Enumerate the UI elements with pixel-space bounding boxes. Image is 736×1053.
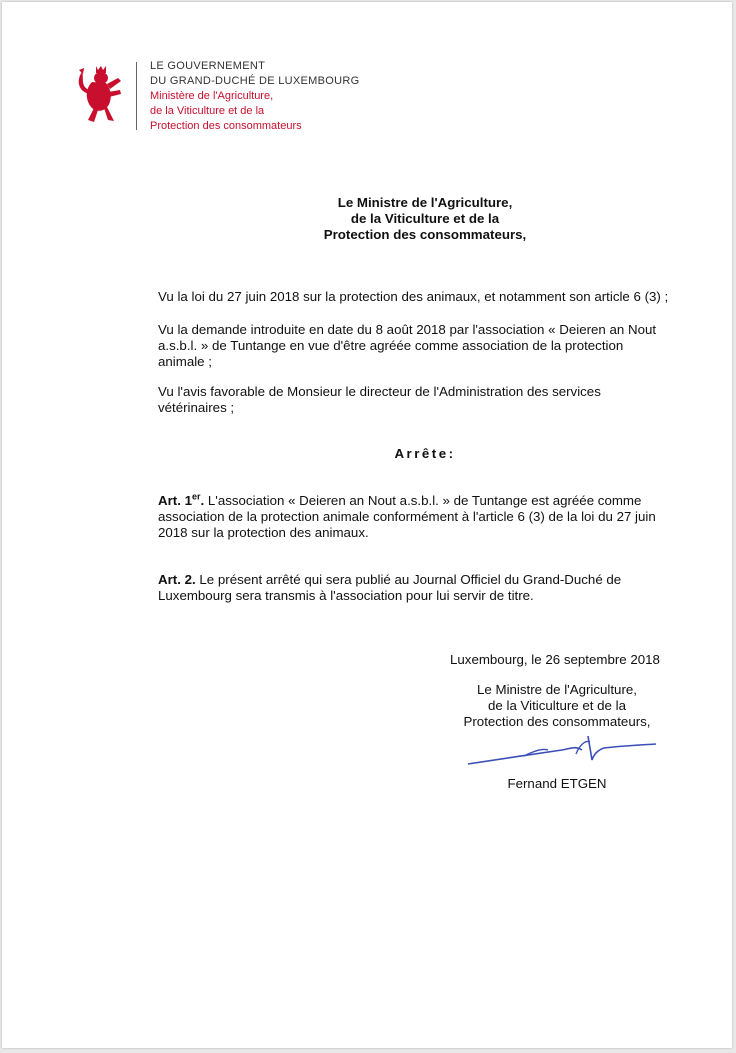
ministry-line-2: de la Viticulture et de la xyxy=(150,105,265,117)
document-title xyxy=(240,195,610,243)
government-line-1: LE GOUVERNEMENT xyxy=(150,60,266,72)
article-1: Art. 1er. L'association « Deieren an Nout a.s.b.l. » de Tuntange est agréée comme association de la protection animale conformément à l'article 6 (3) de la loi du 27 juin 2018 sur la protection des animaux. xyxy=(158,491,656,540)
government-line-2: DU GRAND-DUCHÉ DE LUXEMBOURG xyxy=(150,75,360,87)
article-2: Art. 2. Le présent arrêté qui sera publié au Journal Officiel du Grand-Duché de Luxembourg sera transmis à l'association pour lui servir de titre. xyxy=(158,572,622,603)
title-line: Protection des consommateurs, xyxy=(323,227,527,242)
ministry-line-3: Protection des consommateurs xyxy=(150,120,302,132)
article-label: Art. 1er. xyxy=(158,491,205,508)
consideration-3: Vu l'avis favorable de Monsieur le directeur de l'Administration des services vétérinaires ; xyxy=(158,384,601,415)
consideration-1: Vu la loi du 27 juin 2018 sur la protection des animaux, et notamment son article 6 (3) ; xyxy=(158,289,669,304)
letterhead xyxy=(150,59,359,134)
lion-emblem-icon xyxy=(74,64,126,126)
title-line: Le Ministre de l'Agriculture, xyxy=(337,195,513,210)
consideration-2: Vu la demande introduite en date du 8 août 2018 par l'association « Deieren an Nout a.s.b.l. » de Tuntange en vue d'être agréée comme association de la protection animale ; xyxy=(158,322,657,369)
signature-title: Le Ministre de l'Agriculture, de la Viticulture et de la Protection des consommateurs, xyxy=(463,682,651,729)
article-label: Art. 2. xyxy=(158,572,196,587)
ministry-line-1: Ministère de l'Agriculture, xyxy=(150,90,274,102)
place-date: Luxembourg, le 26 septembre 2018 xyxy=(450,652,660,667)
signer-name: Fernand ETGEN xyxy=(507,776,607,791)
document-page xyxy=(2,2,732,1048)
title-line: de la Viticulture et de la xyxy=(350,211,500,226)
decision-heading: Arrête: xyxy=(394,446,456,461)
handwritten-signature xyxy=(464,730,664,770)
header-divider xyxy=(136,62,137,130)
